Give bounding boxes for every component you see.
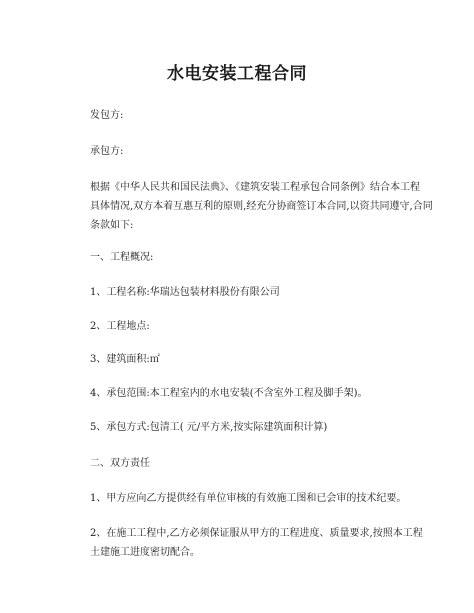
section-2-heading: 二、双方责任 bbox=[90, 458, 150, 469]
party-b-label: 承包方: bbox=[90, 146, 124, 157]
item-building-area: 3、建筑面积:㎡ bbox=[90, 354, 160, 365]
item-party-a-duty: 1、甲方应向乙方提供经有单位审核的有效施工图和已会审的技术纪要。 bbox=[90, 493, 407, 504]
preamble-line-3: 条款如下: bbox=[90, 220, 134, 231]
item-contract-scope: 4、承包范围:本工程室内的水电安装(不含室外工程及脚手架)。 bbox=[90, 388, 368, 399]
item-party-b-duty-line-2: 土建施工进度密切配合。 bbox=[90, 547, 200, 558]
item-contract-method: 5、承包方式:包清工( 元/平方米,按实际建筑面积计算) bbox=[90, 422, 328, 433]
document-title: 水电安装工程合同 bbox=[167, 64, 307, 84]
preamble-line-1: 根据《中华人民共和国民法典》、《建筑安装工程承包合同条例》结合本工程 bbox=[90, 182, 420, 193]
item-project-location: 2、工程地点: bbox=[90, 321, 150, 332]
preamble-line-2: 具体情况,双方本着互惠互利的原则,经充分协商签订本合同,以资共同遵守,合同 bbox=[90, 201, 433, 212]
section-1-heading: 一、工程概况: bbox=[90, 252, 154, 263]
item-project-name: 1、工程名称:华瑞达包装材料股份有限公司 bbox=[90, 287, 280, 298]
item-party-b-duty-line-1: 2、在施工工程中,乙方必须保证服从甲方的工程进度、质量要求,按照本工程 bbox=[90, 528, 423, 539]
party-a-label: 发包方: bbox=[90, 110, 124, 121]
